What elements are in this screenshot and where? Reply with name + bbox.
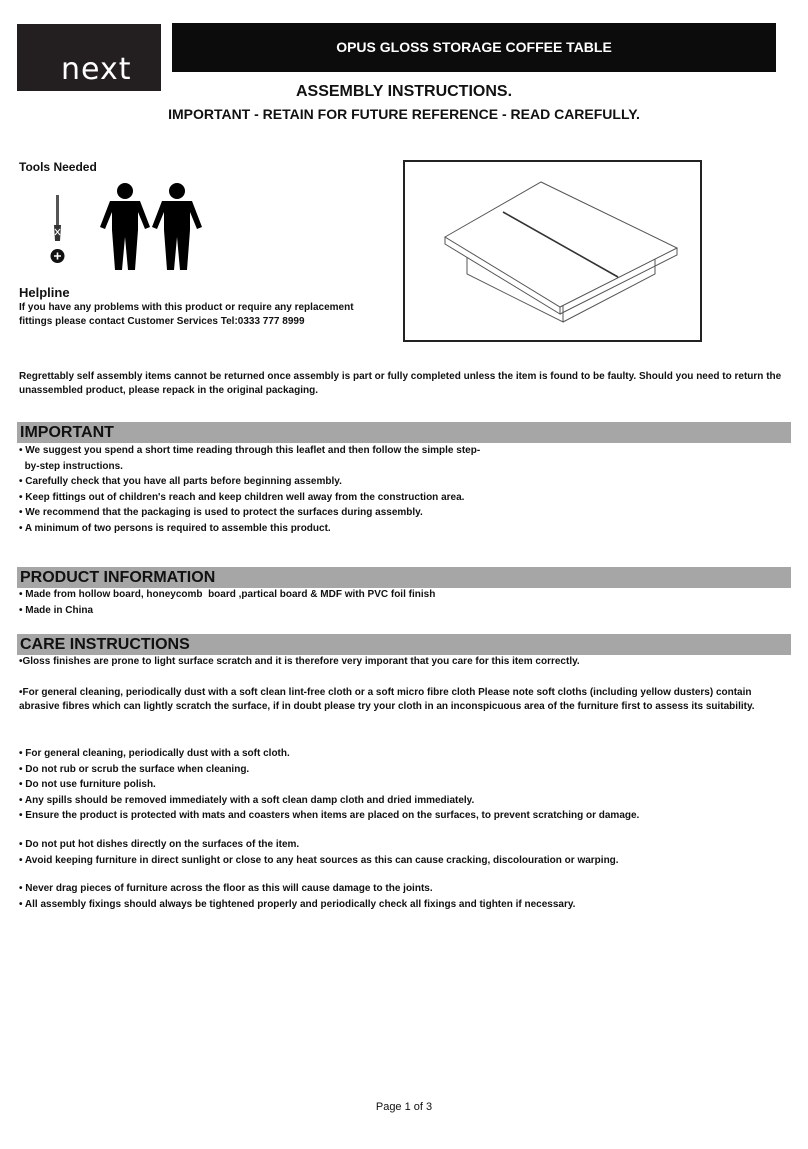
list-item: • Carefully check that you have all parts before beginning assembly. [19, 476, 342, 487]
product-info-list [19, 587, 791, 618]
care-cloth-note: •For general cleaning, periodically dust with a soft clean lint-free cloth or a soft micro fibre cloth Please note soft cloths (including yellow dusters) contain abrasive fibres which can lightly scratch the surface, if in doubt please try your cloth in an inconspicuous area of the furniture first to assess its suitability. [19, 687, 755, 712]
list-item: by-step instructions. [19, 460, 123, 472]
list-item: • Avoid keeping furniture in direct sunlight or close to any heat sources as this can cause cracking, discolouration or warping. [19, 854, 619, 866]
coffee-table-illustration [405, 162, 700, 340]
product-title: OPUS GLOSS STORAGE COFFEE TABLE [172, 23, 776, 72]
care-intro: •Gloss finishes are prone to light surface scratch and it is therefore very imporant that you care for this item correctly. [19, 656, 580, 667]
important-heading: IMPORTANT [20, 424, 114, 441]
list-item: • We recommend that the packaging is used to protect the surfaces during assembly. [19, 507, 423, 518]
list-item: • For general cleaning, periodically dust with a soft cloth. [19, 748, 290, 759]
product-illustration-frame [403, 160, 702, 342]
list-item: • Do not put hot dishes directly on the surfaces of the item. [19, 839, 300, 850]
tools-needed-label: Tools Needed [19, 160, 97, 174]
page-subtitle: IMPORTANT - RETAIN FOR FUTURE REFERENCE - READ CAREFULLY. [168, 106, 640, 122]
list-item: • Keep fittings out of children's reach and keep children well away from the construction area. [19, 491, 465, 503]
important-section-bar [17, 422, 791, 443]
list-item: • Made in China [19, 604, 94, 616]
returns-notice: Regrettably self assembly items cannot be returned once assembly is part or fully completed unless the item is found to be faulty. Should you need to return the unassembled product, please repack in the original packaging. [19, 371, 782, 396]
helpline-label: Helpline [19, 285, 70, 300]
list-item: • All assembly fixings should always be tightened properly and periodically check all fixings and tighten if necessary. [19, 898, 576, 910]
list-item: • Any spills should be removed immediately with a soft clean damp cloth and dried immediately. [19, 794, 475, 806]
care-list-3 [19, 881, 791, 912]
product-info-heading: PRODUCT INFORMATION [20, 569, 216, 586]
care-list-2 [19, 837, 791, 868]
person-icon [150, 182, 204, 270]
care-list-1 [19, 746, 791, 824]
list-item: • We suggest you spend a short time reading through this leaflet and then follow the simple step- [19, 445, 481, 456]
list-item: • Do not rub or scrub the surface when cleaning. [19, 763, 250, 775]
list-item: • A minimum of two persons is required to assemble this product. [19, 522, 331, 534]
person-icon [98, 182, 152, 270]
helpline-text: If you have any problems with this product or require any replacement fittings please contact Customer Services Tel:0333 777 8999 [19, 302, 354, 327]
list-item: • Never drag pieces of furniture across the floor as this will cause damage to the joints. [19, 883, 433, 894]
important-list [19, 443, 791, 536]
list-item: • Do not use furniture polish. [19, 779, 156, 790]
page-number: Page 1 of 3 [375, 1101, 433, 1113]
care-heading: CARE INSTRUCTIONS [20, 636, 190, 653]
logo-text: next [61, 52, 132, 87]
page-title: ASSEMBLY INSTRUCTIONS. [295, 83, 513, 100]
screwdriver-icon [46, 195, 70, 265]
brand-logo [17, 24, 161, 91]
list-item: • Made from hollow board, honeycomb board ,partical board & MDF with PVC foil finish [19, 589, 436, 600]
list-item: • Ensure the product is protected with mats and coasters when items are placed on the surfaces, to prevent scratching or damage. [19, 810, 640, 821]
